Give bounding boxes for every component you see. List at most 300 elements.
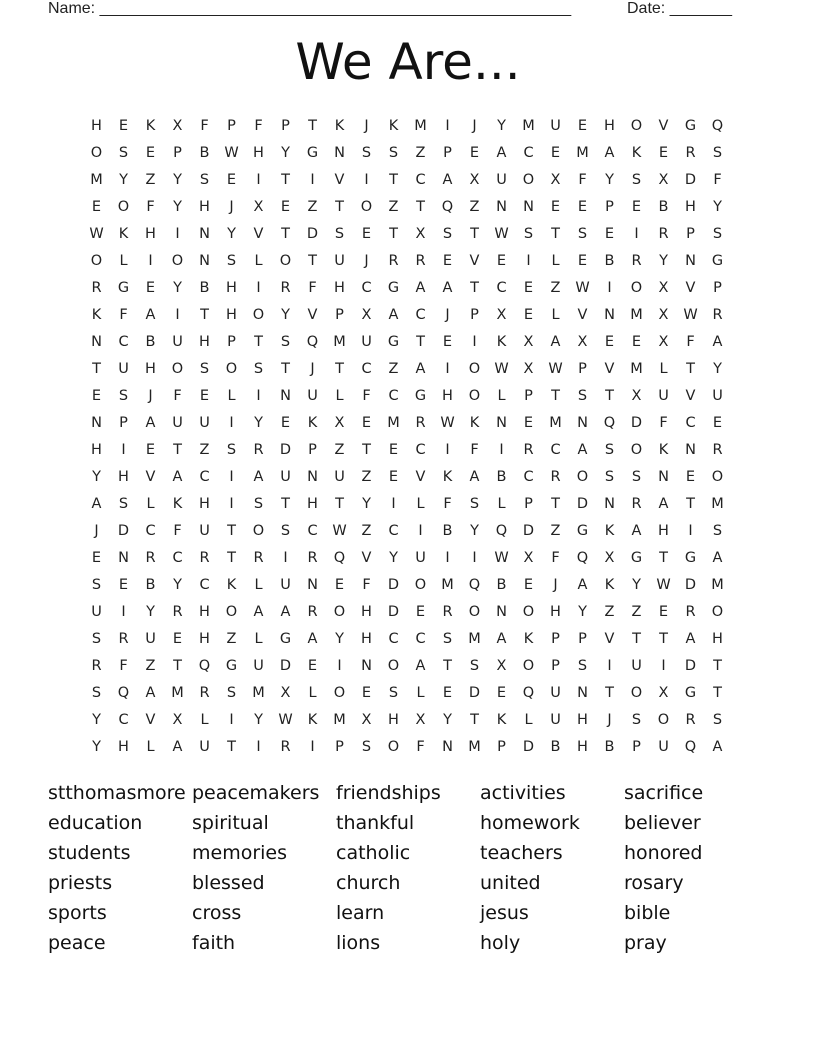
grid-letter: H	[307, 495, 318, 512]
grid-letter: X	[280, 684, 291, 701]
grid-letter: B	[145, 333, 156, 350]
grid-letter: K	[442, 468, 453, 485]
grid-letter: X	[577, 333, 588, 350]
grid-letter: F	[254, 117, 263, 134]
grid-letter: S	[388, 144, 399, 161]
grid-letter: L	[497, 495, 506, 512]
grid-letter: M	[171, 684, 184, 701]
grid-letter: F	[173, 387, 182, 404]
grid-letter: B	[145, 576, 156, 593]
grid-letter: W	[440, 414, 455, 431]
grid-letter: N	[199, 252, 210, 269]
grid-letter: N	[91, 414, 102, 431]
word-list-item: memories	[192, 842, 288, 864]
grid-letter: A	[415, 657, 426, 674]
grid-letter: S	[253, 495, 264, 512]
grid-letter: P	[713, 279, 722, 296]
word-list-item: sports	[48, 902, 107, 924]
grid-letter: E	[442, 252, 453, 269]
grid-letter: A	[496, 630, 507, 647]
grid-letter: L	[335, 387, 344, 404]
grid-letter: C	[496, 279, 507, 296]
grid-letter: A	[550, 333, 561, 350]
grid-letter: O	[522, 171, 535, 188]
grid-letter: H	[577, 711, 588, 728]
grid-letter: T	[254, 333, 263, 350]
grid-letter: V	[145, 711, 156, 728]
grid-letter: E	[631, 333, 642, 350]
grid-letter: O	[252, 522, 265, 539]
grid-letter: E	[496, 684, 507, 701]
grid-letter: M	[711, 576, 724, 593]
grid-letter: M	[252, 684, 265, 701]
grid-letter: H	[334, 279, 345, 296]
grid-letter: K	[604, 576, 615, 593]
grid-letter: A	[658, 495, 669, 512]
word-list-item: lions	[336, 932, 381, 954]
grid-letter: J	[364, 252, 369, 269]
grid-letter: K	[523, 630, 534, 647]
word-list-item: friendships	[336, 782, 441, 804]
grid-letter: A	[442, 171, 453, 188]
grid-letter: U	[361, 333, 372, 350]
grid-letter: I	[607, 657, 612, 674]
grid-letter: U	[172, 414, 183, 431]
grid-letter: A	[253, 603, 264, 620]
grid-letter: U	[280, 576, 291, 593]
grid-letter: R	[658, 225, 669, 242]
grid-letter: G	[684, 117, 697, 134]
grid-letter: A	[91, 495, 102, 512]
grid-letter: E	[118, 576, 129, 593]
grid-letter: I	[310, 738, 315, 755]
grid-letter: G	[711, 252, 724, 269]
grid-letter: A	[496, 144, 507, 161]
grid-letter: S	[226, 441, 237, 458]
grid-letter: H	[118, 738, 129, 755]
grid-letter: E	[91, 387, 102, 404]
grid-letter: E	[145, 441, 156, 458]
grid-letter: U	[199, 414, 210, 431]
word-list	[48, 778, 768, 958]
grid-letter: P	[524, 387, 533, 404]
grid-letter: E	[280, 198, 291, 215]
grid-letter: O	[468, 360, 481, 377]
word-list-item: activities	[480, 782, 566, 804]
grid-letter: E	[388, 441, 399, 458]
grid-letter: Y	[173, 279, 182, 296]
grid-letter: B	[199, 144, 210, 161]
grid-letter: W	[548, 360, 563, 377]
grid-letter: I	[661, 657, 666, 674]
grid-letter: X	[496, 306, 507, 323]
grid-letter: A	[307, 630, 318, 647]
grid-letter: D	[684, 576, 697, 593]
grid-letter: N	[307, 468, 318, 485]
grid-letter: C	[388, 522, 399, 539]
grid-letter: D	[387, 576, 400, 593]
grid-letter: Q	[468, 576, 481, 593]
grid-letter: X	[334, 414, 345, 431]
grid-letter: G	[225, 657, 238, 674]
grid-letter: H	[658, 522, 669, 539]
grid-letter: T	[281, 495, 290, 512]
grid-letter: T	[227, 549, 236, 566]
grid-letter: S	[91, 630, 102, 647]
grid-letter: U	[145, 630, 156, 647]
grid-letter: T	[308, 117, 317, 134]
grid-letter: O	[468, 387, 481, 404]
grid-letter: R	[712, 441, 723, 458]
grid-letter: U	[253, 657, 264, 674]
grid-letter: E	[118, 117, 129, 134]
grid-letter: H	[361, 603, 372, 620]
grid-letter: O	[630, 441, 643, 458]
grid-letter: S	[253, 360, 264, 377]
grid-letter: P	[578, 360, 587, 377]
grid-letter: R	[415, 414, 426, 431]
grid-letter: S	[280, 522, 291, 539]
grid-letter: N	[199, 225, 210, 242]
grid-letter: X	[658, 171, 669, 188]
grid-letter: O	[252, 306, 265, 323]
grid-letter: W	[89, 225, 104, 242]
grid-letter: U	[199, 738, 210, 755]
grid-letter: A	[145, 414, 156, 431]
grid-letter: Q	[522, 684, 535, 701]
grid-letter: P	[551, 630, 560, 647]
grid-letter: S	[631, 171, 642, 188]
grid-letter: S	[226, 252, 237, 269]
grid-letter: F	[443, 495, 452, 512]
grid-letter: I	[256, 171, 261, 188]
grid-letter: R	[415, 252, 426, 269]
word-list-item: homework	[480, 812, 580, 834]
grid-letter: T	[173, 441, 182, 458]
grid-letter: Z	[415, 144, 426, 161]
grid-letter: O	[333, 603, 346, 620]
word-list-item: spiritual	[192, 812, 269, 834]
grid-letter: A	[172, 468, 183, 485]
grid-letter: U	[334, 252, 345, 269]
grid-letter: O	[387, 738, 400, 755]
grid-letter: R	[523, 441, 534, 458]
grid-letter: K	[469, 414, 480, 431]
grid-letter: C	[523, 144, 534, 161]
grid-letter: E	[361, 225, 372, 242]
word-list-item: thankful	[336, 812, 415, 834]
grid-letter: F	[146, 198, 155, 215]
grid-letter: C	[199, 468, 210, 485]
grid-letter: E	[496, 252, 507, 269]
grid-letter: F	[551, 549, 560, 566]
grid-letter: T	[605, 387, 614, 404]
grid-letter: S	[334, 225, 345, 242]
grid-letter: Y	[173, 198, 182, 215]
grid-letter: E	[307, 657, 318, 674]
grid-letter: E	[388, 468, 399, 485]
grid-letter: D	[468, 684, 481, 701]
grid-letter: X	[658, 333, 669, 350]
grid-letter: L	[308, 684, 317, 701]
grid-letter: L	[524, 711, 533, 728]
grid-letter: F	[470, 441, 479, 458]
grid-letter: J	[229, 198, 234, 215]
grid-letter: B	[550, 738, 561, 755]
grid-letter: V	[253, 225, 264, 242]
grid-letter: N	[496, 414, 507, 431]
grid-letter: L	[146, 738, 155, 755]
grid-letter: N	[361, 657, 372, 674]
grid-letter: I	[499, 441, 504, 458]
grid-letter: X	[550, 171, 561, 188]
grid-letter: Y	[92, 711, 101, 728]
grid-letter: S	[91, 576, 102, 593]
grid-letter: O	[333, 684, 346, 701]
grid-letter: H	[199, 603, 210, 620]
grid-letter: N	[91, 333, 102, 350]
grid-letter: C	[550, 441, 561, 458]
grid-letter: P	[335, 738, 344, 755]
grid-letter: J	[607, 711, 612, 728]
grid-letter: N	[685, 441, 696, 458]
grid-letter: X	[415, 225, 426, 242]
grid-letter: V	[469, 252, 480, 269]
grid-letter: A	[280, 603, 291, 620]
word-list-item: learn	[336, 902, 385, 924]
grid-letter: U	[280, 468, 291, 485]
grid-letter: W	[656, 576, 671, 593]
grid-letter: P	[524, 495, 533, 512]
grid-letter: O	[630, 684, 643, 701]
grid-letter: O	[171, 360, 184, 377]
grid-letter: L	[227, 387, 236, 404]
grid-letter: F	[416, 738, 425, 755]
grid-letter: P	[686, 225, 695, 242]
grid-letter: S	[631, 468, 642, 485]
grid-letter: P	[119, 414, 128, 431]
grid-letter: E	[91, 549, 102, 566]
grid-letter: I	[472, 333, 477, 350]
grid-letter: T	[281, 360, 290, 377]
grid-letter: Y	[173, 576, 182, 593]
grid-letter: U	[631, 657, 642, 674]
letter-grid	[83, 112, 731, 760]
grid-letter: H	[604, 117, 615, 134]
grid-letter: P	[308, 441, 317, 458]
grid-letter: Y	[281, 306, 290, 323]
grid-letter: M	[468, 630, 481, 647]
grid-letter: F	[578, 171, 587, 188]
grid-letter: H	[442, 387, 453, 404]
grid-letter: I	[310, 171, 315, 188]
grid-letter: I	[175, 306, 180, 323]
grid-letter: S	[118, 387, 129, 404]
grid-letter: D	[684, 171, 697, 188]
grid-letter: Y	[713, 360, 722, 377]
grid-letter: M	[630, 306, 643, 323]
grid-letter: E	[550, 198, 561, 215]
grid-letter: O	[630, 279, 643, 296]
grid-letter: E	[91, 198, 102, 215]
grid-letter: X	[604, 549, 615, 566]
word-list-item: students	[48, 842, 131, 864]
grid-letter: Q	[495, 522, 508, 539]
grid-letter: F	[119, 657, 128, 674]
grid-letter: F	[713, 171, 722, 188]
grid-letter: C	[172, 549, 183, 566]
grid-letter: A	[253, 468, 264, 485]
grid-letter: V	[361, 549, 372, 566]
grid-letter: Y	[119, 171, 128, 188]
grid-letter: M	[468, 738, 481, 755]
grid-letter: Q	[711, 117, 724, 134]
grid-letter: P	[605, 198, 614, 215]
grid-letter: N	[658, 468, 669, 485]
grid-letter: S	[469, 495, 480, 512]
grid-letter: T	[335, 360, 344, 377]
grid-letter: L	[119, 252, 128, 269]
grid-letter: T	[470, 711, 479, 728]
grid-letter: O	[225, 360, 238, 377]
grid-letter: Q	[306, 333, 319, 350]
grid-letter: B	[604, 252, 615, 269]
word-list-item: united	[480, 872, 541, 894]
grid-letter: R	[631, 252, 642, 269]
grid-letter: S	[523, 225, 534, 242]
grid-letter: D	[522, 522, 535, 539]
grid-letter: M	[90, 171, 103, 188]
grid-letter: Q	[117, 684, 130, 701]
grid-letter: U	[550, 711, 561, 728]
grid-letter: Z	[388, 198, 399, 215]
grid-letter: E	[415, 603, 426, 620]
grid-letter: T	[551, 495, 560, 512]
grid-letter: T	[443, 657, 452, 674]
grid-letter: G	[387, 333, 400, 350]
date-field-label: Date: _______	[627, 0, 732, 17]
grid-letter: Y	[362, 495, 371, 512]
header	[48, 0, 748, 22]
grid-letter: N	[604, 306, 615, 323]
grid-letter: X	[361, 711, 372, 728]
grid-letter: E	[658, 144, 669, 161]
grid-letter: V	[415, 468, 426, 485]
grid-letter: A	[469, 468, 480, 485]
grid-letter: M	[576, 144, 589, 161]
word-list-item: peace	[48, 932, 106, 954]
grid-letter: N	[685, 252, 696, 269]
grid-letter: A	[604, 144, 615, 161]
grid-letter: C	[415, 171, 426, 188]
grid-letter: T	[335, 198, 344, 215]
grid-letter: V	[334, 171, 345, 188]
grid-letter: N	[334, 144, 345, 161]
grid-letter: T	[470, 279, 479, 296]
grid-letter: M	[333, 711, 346, 728]
grid-letter: Y	[443, 711, 452, 728]
grid-letter: H	[685, 198, 696, 215]
grid-letter: D	[576, 495, 589, 512]
grid-letter: E	[577, 117, 588, 134]
grid-letter: R	[145, 549, 156, 566]
grid-letter: U	[550, 117, 561, 134]
grid-letter: W	[494, 549, 509, 566]
grid-letter: T	[659, 549, 668, 566]
grid-letter: Y	[281, 144, 290, 161]
grid-letter: I	[283, 549, 288, 566]
grid-letter: E	[604, 225, 615, 242]
grid-letter: Z	[631, 603, 642, 620]
grid-letter: S	[712, 225, 723, 242]
grid-letter: O	[279, 252, 292, 269]
grid-letter: G	[630, 549, 643, 566]
grid-letter: C	[415, 630, 426, 647]
grid-letter: I	[418, 522, 423, 539]
grid-letter: J	[472, 117, 477, 134]
grid-letter: K	[118, 225, 129, 242]
grid-letter: R	[442, 603, 453, 620]
grid-letter: A	[388, 306, 399, 323]
grid-letter: Y	[335, 630, 344, 647]
grid-letter: C	[388, 630, 399, 647]
grid-letter: I	[121, 441, 126, 458]
grid-letter: Q	[333, 549, 346, 566]
grid-letter: D	[387, 603, 400, 620]
grid-letter: Y	[92, 468, 101, 485]
grid-letter: M	[630, 360, 643, 377]
grid-letter: S	[631, 711, 642, 728]
grid-letter: R	[280, 279, 291, 296]
grid-letter: R	[712, 306, 723, 323]
grid-letter: O	[468, 603, 481, 620]
grid-letter: P	[470, 306, 479, 323]
grid-letter: Y	[254, 414, 263, 431]
grid-letter: N	[577, 684, 588, 701]
grid-letter: H	[577, 738, 588, 755]
grid-letter: A	[577, 441, 588, 458]
grid-letter: R	[199, 549, 210, 566]
grid-letter: R	[199, 684, 210, 701]
grid-letter: D	[306, 225, 319, 242]
grid-letter: I	[229, 468, 234, 485]
grid-letter: P	[227, 333, 236, 350]
grid-letter: K	[145, 117, 156, 134]
grid-letter: H	[199, 495, 210, 512]
grid-letter: S	[388, 684, 399, 701]
grid-letter: L	[497, 387, 506, 404]
grid-letter: A	[685, 630, 696, 647]
grid-letter: Z	[604, 603, 615, 620]
grid-letter: K	[631, 144, 642, 161]
page-title: We Are...	[295, 33, 521, 91]
grid-letter: W	[278, 711, 293, 728]
name-field-label: Name: _____________________________________________________	[48, 0, 572, 17]
grid-letter: P	[281, 117, 290, 134]
grid-letter: C	[118, 333, 129, 350]
grid-letter: Y	[254, 711, 263, 728]
grid-letter: H	[199, 630, 210, 647]
grid-letter: E	[361, 414, 372, 431]
grid-letter: T	[686, 360, 695, 377]
grid-letter: I	[634, 225, 639, 242]
grid-letter: W	[575, 279, 590, 296]
grid-letter: N	[442, 738, 453, 755]
grid-letter: N	[307, 576, 318, 593]
grid-letter: Z	[145, 657, 156, 674]
grid-letter: L	[254, 252, 263, 269]
word-list-item: priests	[48, 872, 113, 894]
